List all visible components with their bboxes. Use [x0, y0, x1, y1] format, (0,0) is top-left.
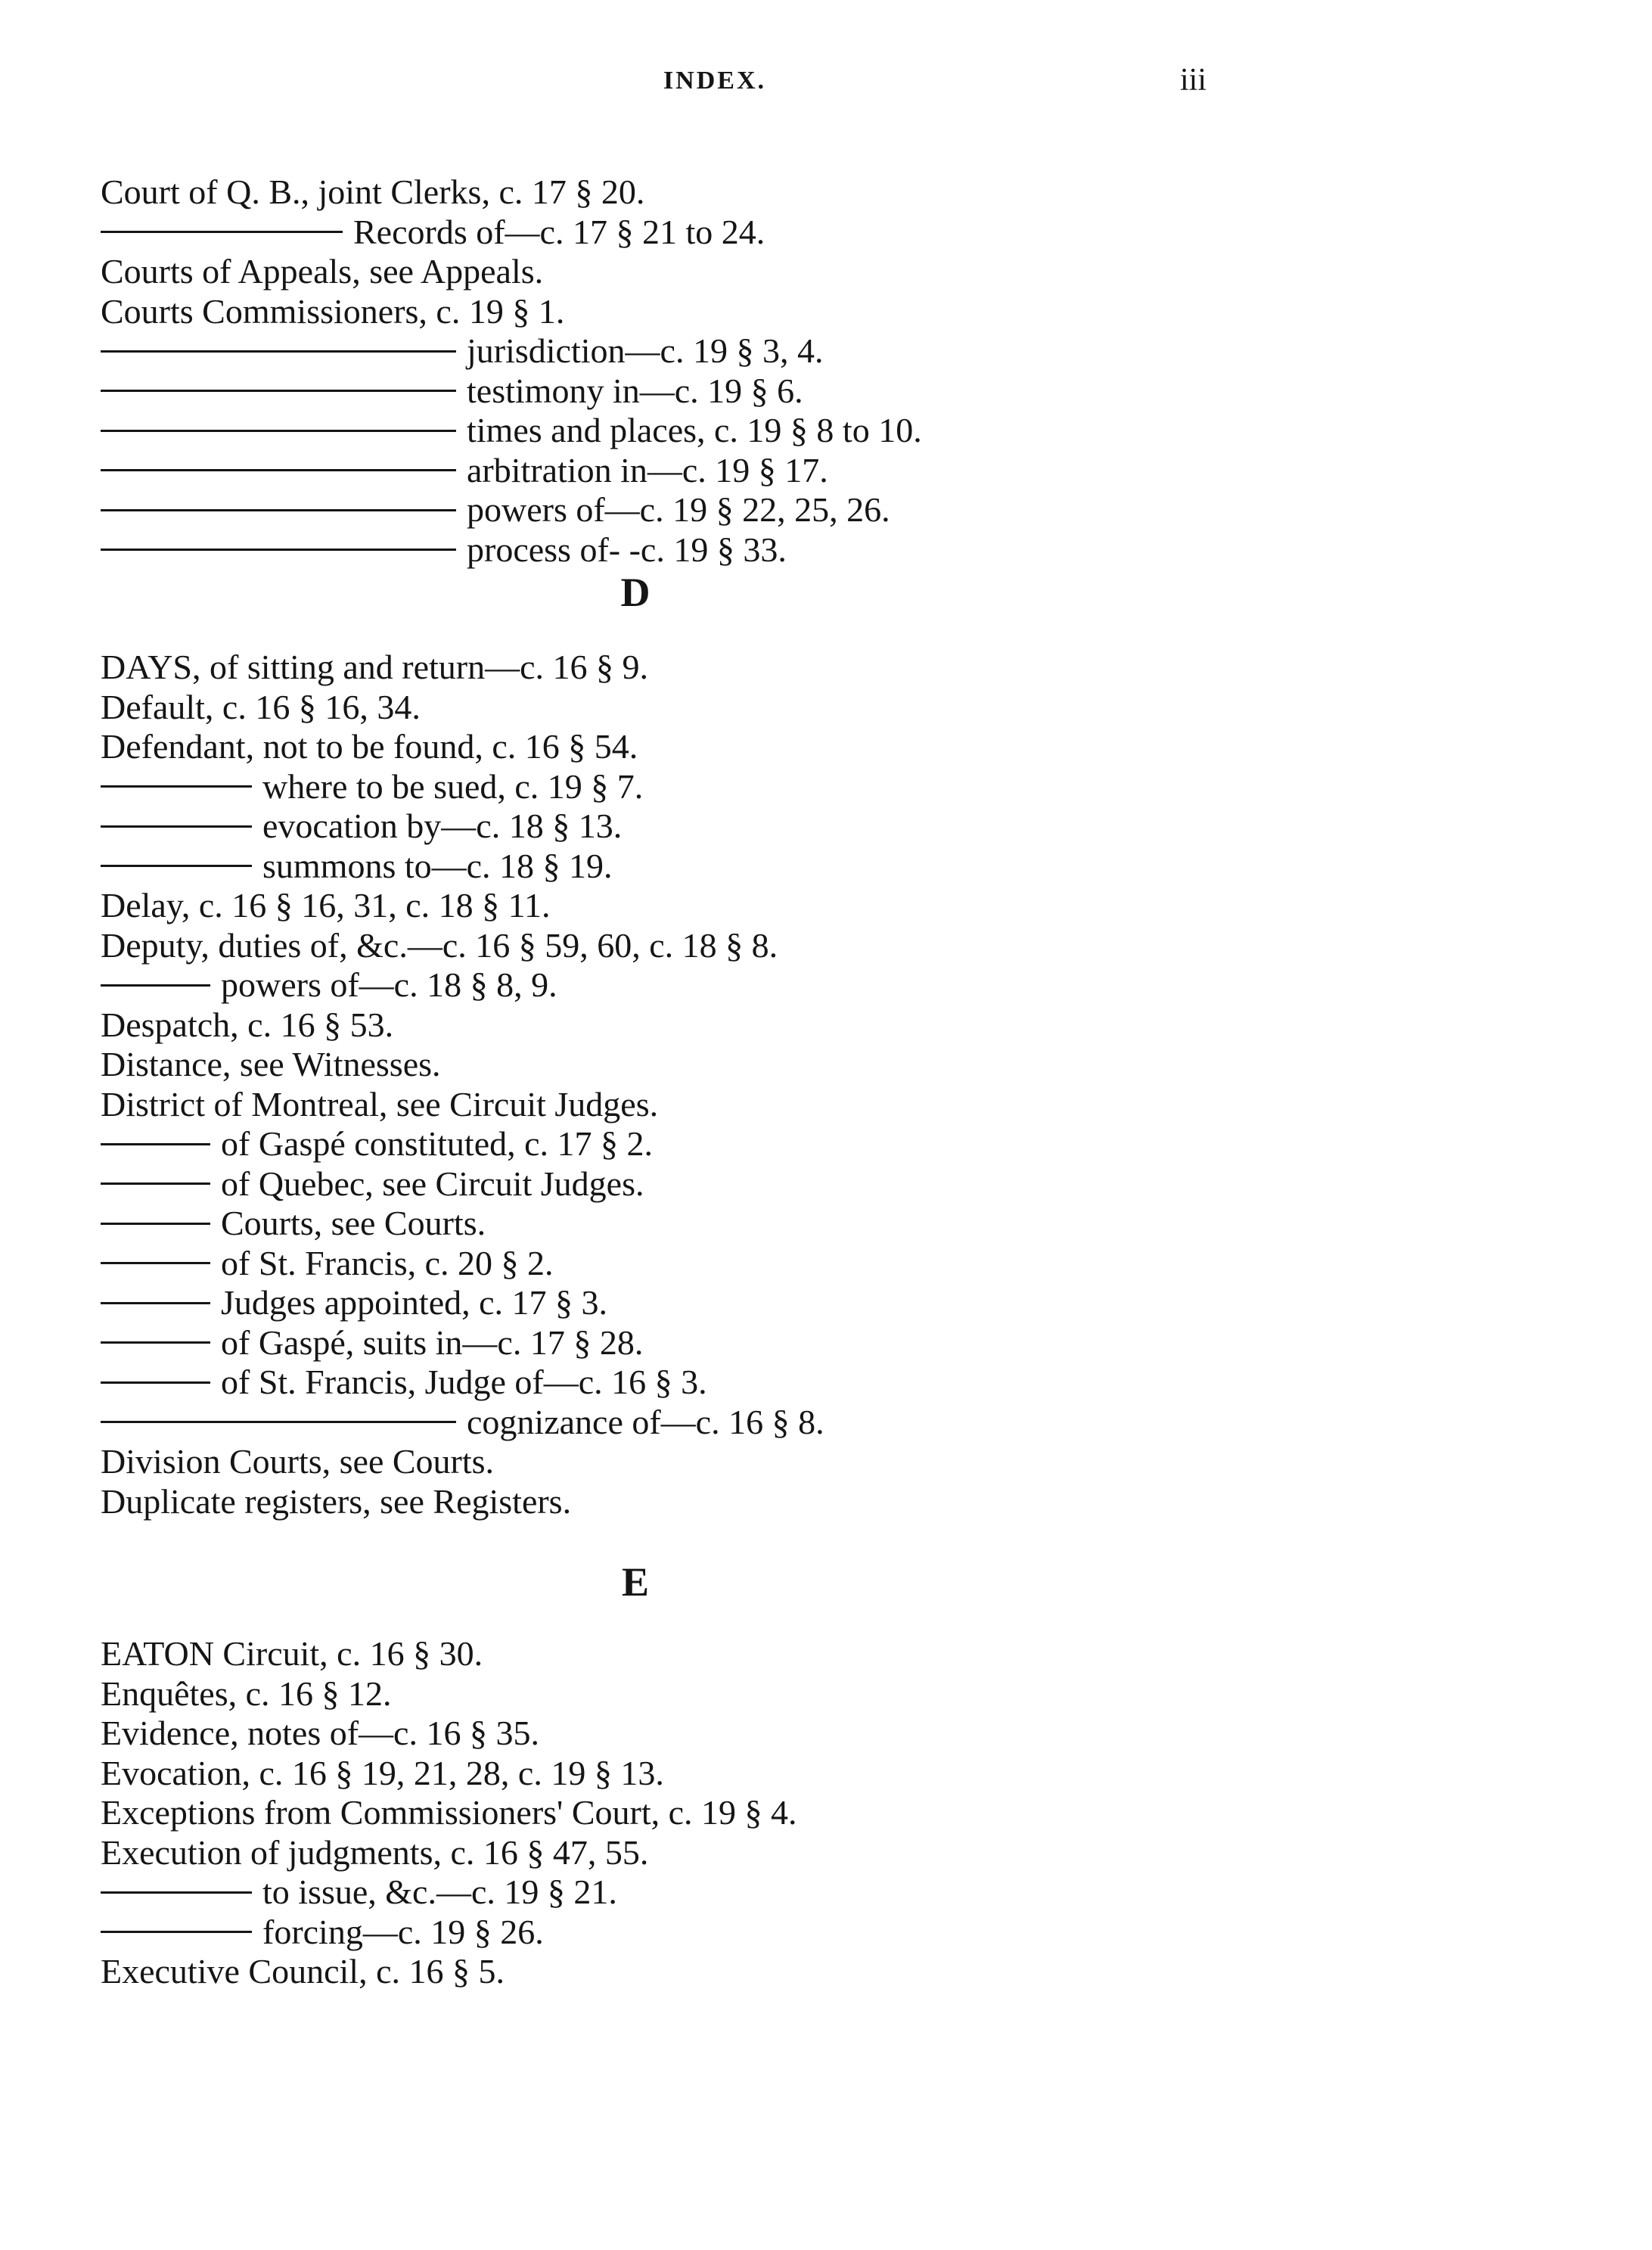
index-entry-text: Executive Council, c. 16 § 5.: [101, 1952, 505, 1991]
index-entry: [101, 1363, 1538, 1403]
ditto-dash: [101, 825, 252, 828]
index-entry-text: Default, c. 16 § 16, 34.: [101, 687, 421, 726]
index-entry: [101, 490, 1538, 530]
index-entry: [101, 1204, 1538, 1244]
index-entry-text: Deputy, duties of, &c.—c. 16 § 59, 60, c. 18 § 8.: [101, 925, 778, 965]
index-entry: [101, 213, 1538, 253]
section-letter-e: E: [621, 1559, 650, 1605]
index-entry: [101, 1164, 1538, 1204]
index-entry: [101, 1482, 1538, 1522]
index-entry-text: Defendant, not to be found, c. 16 § 54.: [101, 727, 638, 766]
index-entry-text: to issue, &c.—c. 19 § 21.: [262, 1872, 617, 1911]
index-entry-text: Exceptions from Commissioners' Court, c. 19 § 4.: [101, 1793, 797, 1832]
index-entry-text: summons to—c. 18 § 19.: [262, 846, 613, 885]
index-entry: [101, 1005, 1538, 1046]
index-entry: [101, 1442, 1538, 1482]
ditto-dash: [101, 984, 210, 987]
index-entry-text: jurisdiction—c. 19 § 3, 4.: [467, 331, 824, 370]
ditto-dash: [101, 430, 456, 432]
index-entry: [101, 806, 1538, 847]
ditto-dash: [101, 1341, 210, 1344]
index-entry-text: of St. Francis, c. 20 § 2.: [221, 1243, 554, 1282]
index-entry-text: Enquêtes, c. 16 § 12.: [101, 1674, 392, 1713]
index-entry: [101, 1085, 1538, 1125]
index-entry-text: cognizance of—c. 16 § 8.: [467, 1402, 824, 1441]
index-entry-text: testimony in—c. 19 § 6.: [467, 371, 803, 410]
index-entry-text: Despatch, c. 16 § 53.: [101, 1005, 394, 1044]
index-entry: [101, 847, 1538, 887]
page-number: iii: [1180, 63, 1207, 98]
index-entry-text: Execution of judgments, c. 16 § 47, 55.: [101, 1832, 649, 1872]
index-entry: [101, 1754, 1538, 1794]
index-entry-text: Records of—c. 17 § 21 to 24.: [353, 212, 765, 251]
index-entry-text: of Gaspé constituted, c. 17 § 2.: [221, 1124, 654, 1163]
index-entry: [101, 292, 1538, 332]
ditto-dash: [101, 1931, 252, 1933]
index-entry-text: Courts of Appeals, see Appeals.: [101, 252, 544, 291]
index-entry-text: EATON Circuit, c. 16 § 30.: [101, 1634, 483, 1673]
index-entry-text: Duplicate registers, see Registers.: [101, 1481, 572, 1521]
ditto-dash: [101, 1302, 210, 1304]
index-entry: [101, 1634, 1538, 1674]
ditto-dash: [101, 350, 456, 353]
ditto-dash: [101, 231, 343, 233]
ditto-dash: [101, 549, 456, 551]
index-entry-text: of St. Francis, Judge of—c. 16 § 3.: [221, 1363, 707, 1401]
index-entry: [101, 1833, 1538, 1873]
ditto-dash: [101, 1381, 210, 1384]
index-entry-text: Judges appointed, c. 17 § 3.: [221, 1283, 608, 1322]
index-entry: [101, 411, 1538, 451]
index-entry: [101, 252, 1538, 292]
index-entry: [101, 926, 1538, 966]
ditto-dash: [101, 865, 252, 867]
index-entry-text: powers of—c. 18 § 8, 9.: [221, 965, 557, 1004]
index-entry-text: DAYS, of sitting and return—c. 16 § 9.: [101, 648, 649, 686]
index-entry: [101, 1045, 1538, 1085]
index-section-c-continued: [101, 172, 1538, 570]
index-entry-text: Courts, see Courts.: [221, 1204, 486, 1242]
index-entry: [101, 1403, 1538, 1443]
index-entry: [101, 1283, 1538, 1323]
index-entry: [101, 648, 1538, 688]
ditto-dash: [101, 785, 252, 788]
index-entry-text: of Quebec, see Circuit Judges.: [221, 1164, 644, 1203]
running-head: INDEX.: [663, 67, 767, 95]
ditto-dash: [101, 1421, 456, 1423]
index-entry: [101, 1714, 1538, 1754]
index-entry: [101, 727, 1538, 767]
index-entry-text: evocation by—c. 18 § 13.: [262, 806, 623, 845]
ditto-dash: [101, 390, 456, 392]
index-entry: [101, 1323, 1538, 1363]
ditto-dash: [101, 509, 456, 511]
ditto-dash: [101, 1262, 210, 1264]
section-letter-d: D: [620, 570, 651, 615]
index-entry: [101, 1793, 1538, 1833]
index-entry: [101, 1674, 1538, 1714]
index-section-d: [101, 648, 1538, 1521]
index-entry-text: Court of Q. B., joint Clerks, c. 17 § 20.: [101, 172, 645, 211]
index-entry: [101, 1244, 1538, 1284]
index-entry-text: Distance, see Witnesses.: [101, 1045, 441, 1083]
index-entry-text: arbitration in—c. 19 § 17.: [467, 450, 828, 489]
index-entry: [101, 371, 1538, 412]
index-entry-text: District of Montreal, see Circuit Judges.: [101, 1084, 659, 1123]
index-entry-text: where to be sued, c. 19 § 7.: [262, 766, 644, 806]
index-entry-text: Delay, c. 16 § 16, 31, c. 18 § 11.: [101, 886, 551, 925]
index-entry-text: times and places, c. 19 § 8 to 10.: [467, 411, 922, 449]
ditto-dash: [101, 1223, 210, 1225]
index-entry: [101, 1913, 1538, 1953]
index-entry: [101, 886, 1538, 926]
ditto-dash: [101, 469, 456, 471]
index-entry: [101, 530, 1538, 570]
index-entry: [101, 331, 1538, 371]
index-entry-text: of Gaspé, suits in—c. 17 § 28.: [221, 1322, 644, 1362]
index-entry-text: Evocation, c. 16 § 19, 21, 28, c. 19 § 13.: [101, 1753, 664, 1792]
index-entry: [101, 1872, 1538, 1913]
index-entry-text: process of- -c. 19 § 33.: [467, 530, 787, 569]
ditto-dash: [101, 1891, 252, 1894]
index-entry: [101, 688, 1538, 728]
index-entry-text: powers of—c. 19 § 22, 25, 26.: [467, 490, 890, 529]
index-entry: [101, 172, 1538, 213]
ditto-dash: [101, 1182, 210, 1185]
index-entry: [101, 451, 1538, 491]
index-entry: [101, 1952, 1538, 1992]
index-section-e: [101, 1634, 1538, 1992]
index-entry-text: Courts Commissioners, c. 19 § 1.: [101, 291, 565, 331]
index-entry-text: Division Courts, see Courts.: [101, 1442, 495, 1481]
index-entry: [101, 965, 1538, 1005]
ditto-dash: [101, 1143, 210, 1145]
index-entry: [101, 767, 1538, 807]
index-entry: [101, 1124, 1538, 1164]
index-entry-text: Evidence, notes of—c. 16 § 35.: [101, 1714, 539, 1752]
index-entry-text: forcing—c. 19 § 26.: [262, 1912, 544, 1951]
